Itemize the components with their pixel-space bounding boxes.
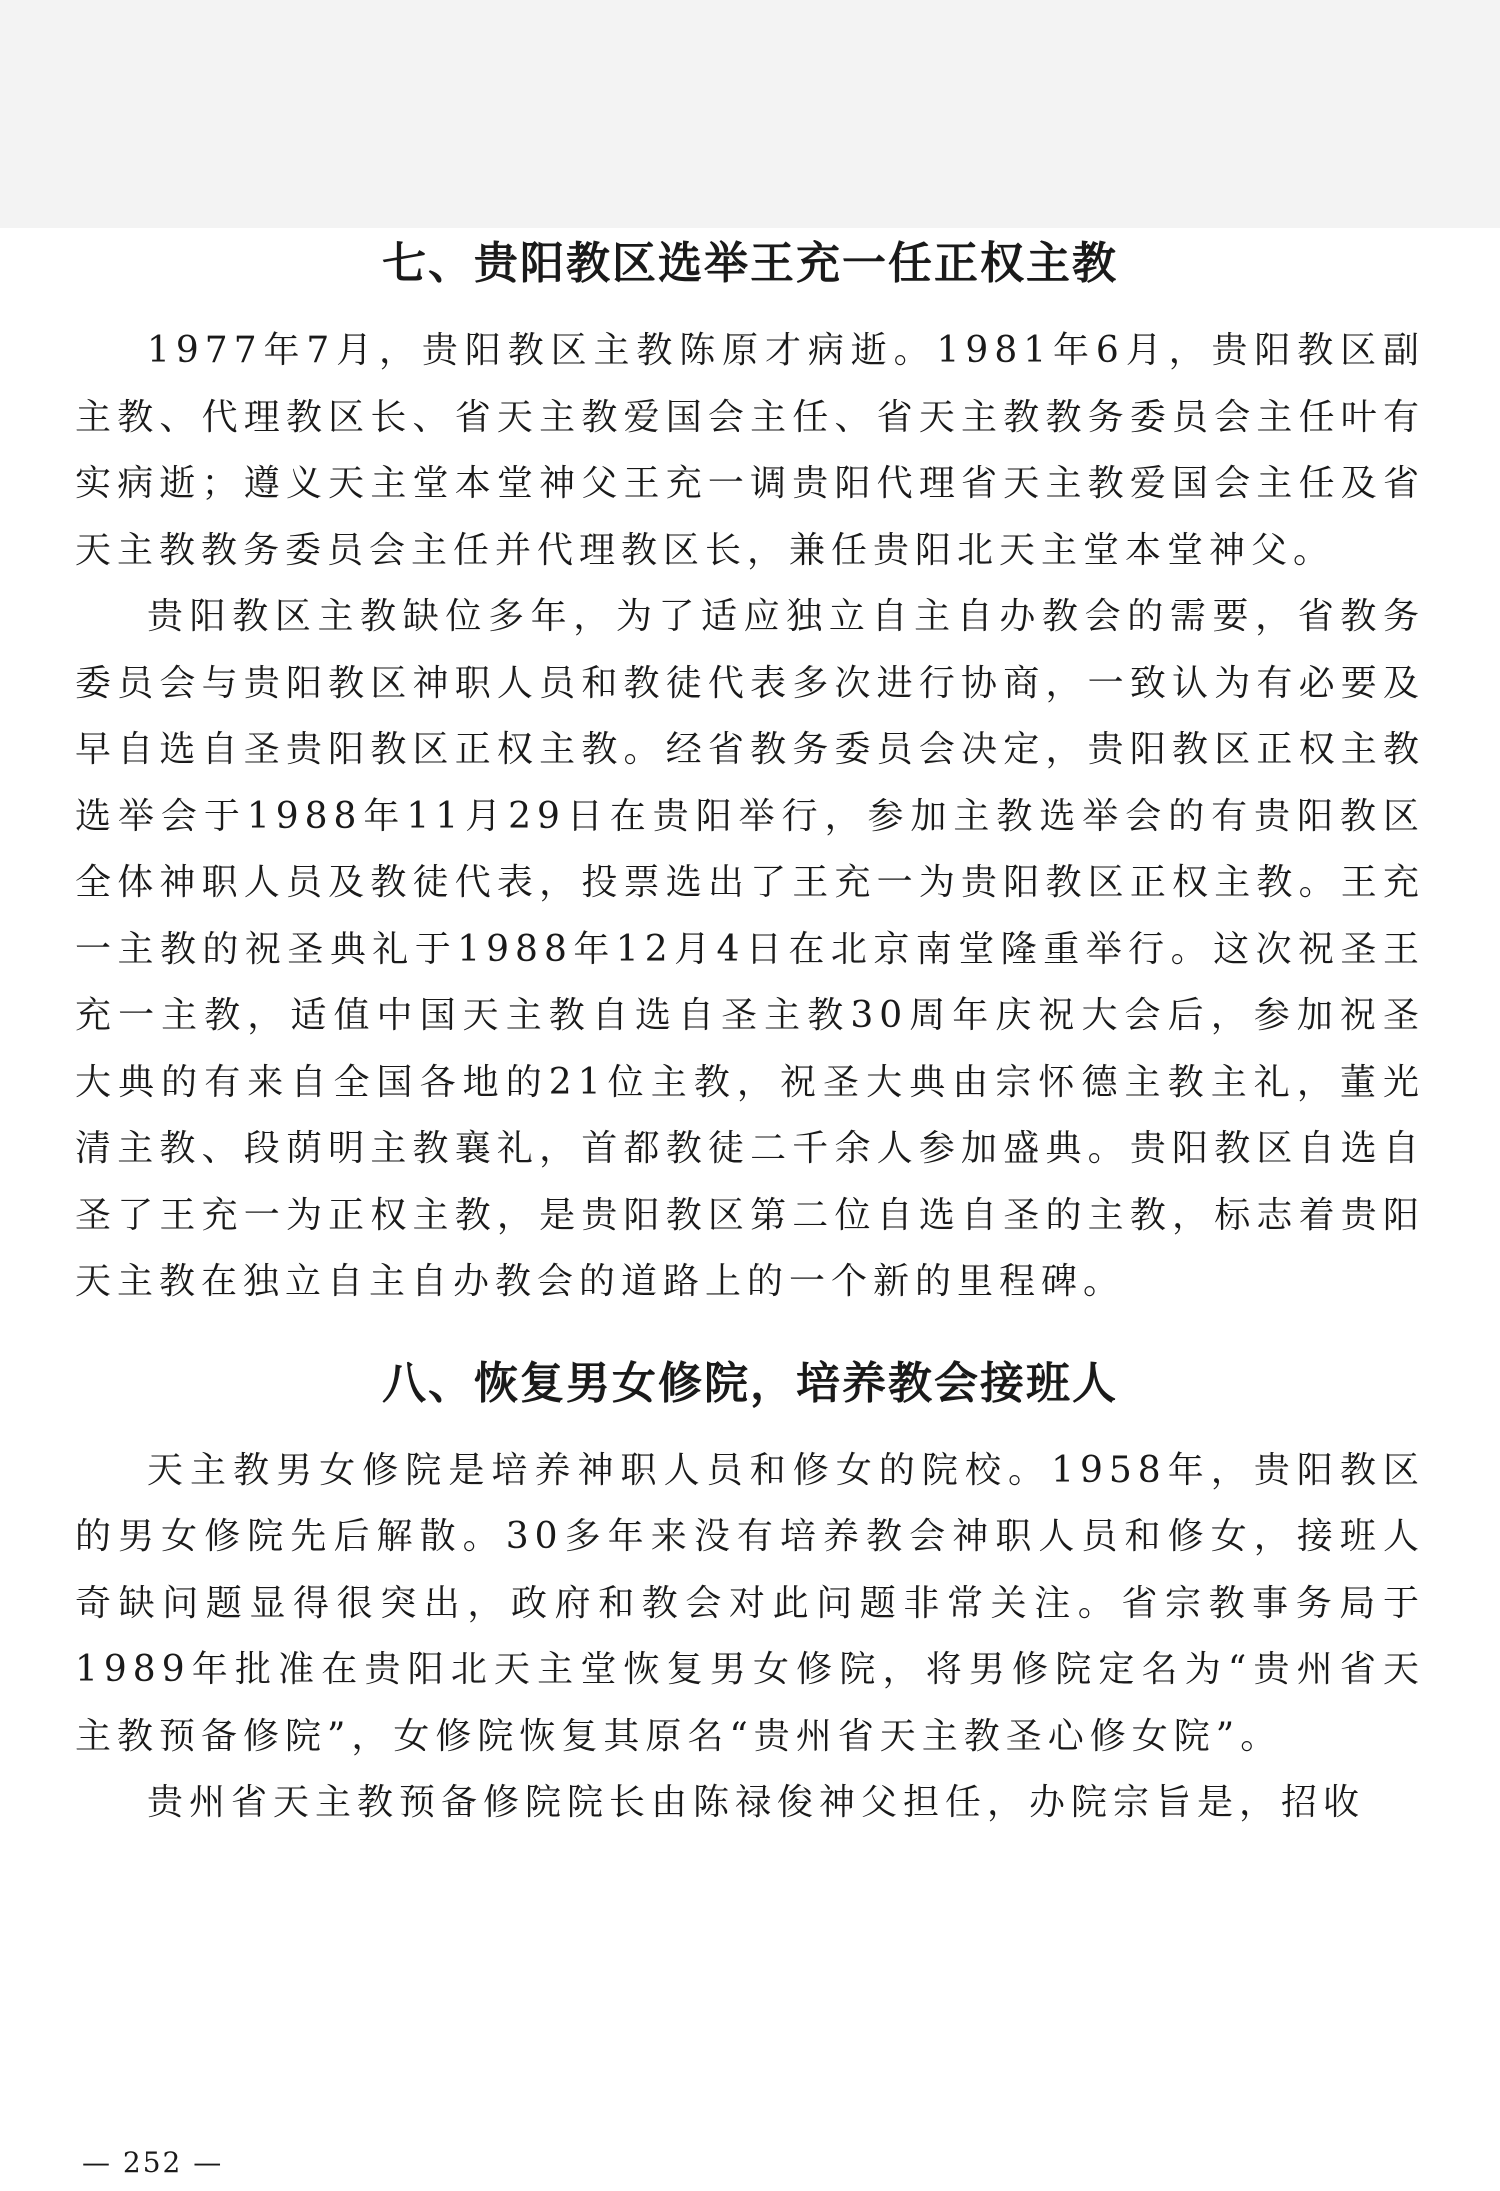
section-7-paragraph-1: 1977年7月，贵阳教区主教陈原才病逝。1981年6月，贵阳教区副主教、代理教区长、省天主教爱国会主任、省天主教教务委员会主任叶有实病逝；遵义天主堂本堂神父王充一调贵阳代理省天主教爱国会主任及省天主教教务委员会主任并代理教区长，兼任贵阳北天主堂本堂神父。 <box>75 330 1425 571</box>
section-8-paragraph-1: 天主教男女修院是培养神职人员和修女的院校。1958年，贵阳教区的男女修院先后解散。30多年来没有培养教会神职人员和修女，接班人奇缺问题显得很突出，政府和教会对此问题非常关注。省宗教事务局于1989年批准在贵阳北天主堂恢复男女修院，将男修院定名为“贵州省天主教预备修院”，女修院恢复其原名“贵州省天主教圣心修女院”。 <box>75 1449 1425 1757</box>
scan-top-margin <box>0 0 1500 228</box>
section-7-heading: 七、贵阳教区选举王充一任正权主教 <box>382 238 1118 289</box>
page-body <box>75 228 1425 1837</box>
section-8-paragraph-2: 贵州省天主教预备修院院长由陈禄俊神父担任，办院宗旨是，招收 <box>147 1782 1366 1823</box>
page-number: — 252 — <box>82 2146 224 2179</box>
section-7-paragraph-2: 贵阳教区主教缺位多年，为了适应独立自主自办教会的需要，省教务委员会与贵阳教区神职人员和教徒代表多次进行协商，一致认为有必要及早自选自圣贵阳教区正权主教。经省教务委员会决定，贵阳教区正权主教选举会于1988年11月29日在贵阳举行，参加主教选举会的有贵阳教区全体神职人员及教徒代表，投票选出了王充一为贵阳教区正权主教。王充一主教的祝圣典礼于1988年12月4日在北京南堂隆重举行。这次祝圣王充一主教，适值中国天主教自选自圣主教30周年庆祝大会后，参加祝圣大典的有来自全国各地的21位主教，祝圣大典由宗怀德主教主礼，董光清主教、段荫明主教襄礼，首都教徒二千余人参加盛典。贵阳教区自选自圣了王充一为正权主教，是贵阳教区第二位自选自圣的主教，标志着贵阳天主教在独立自主自办教会的道路上的一个新的里程碑。 <box>75 596 1425 1302</box>
section-8-heading: 八、恢复男女修院，培养教会接班人 <box>382 1357 1118 1409</box>
